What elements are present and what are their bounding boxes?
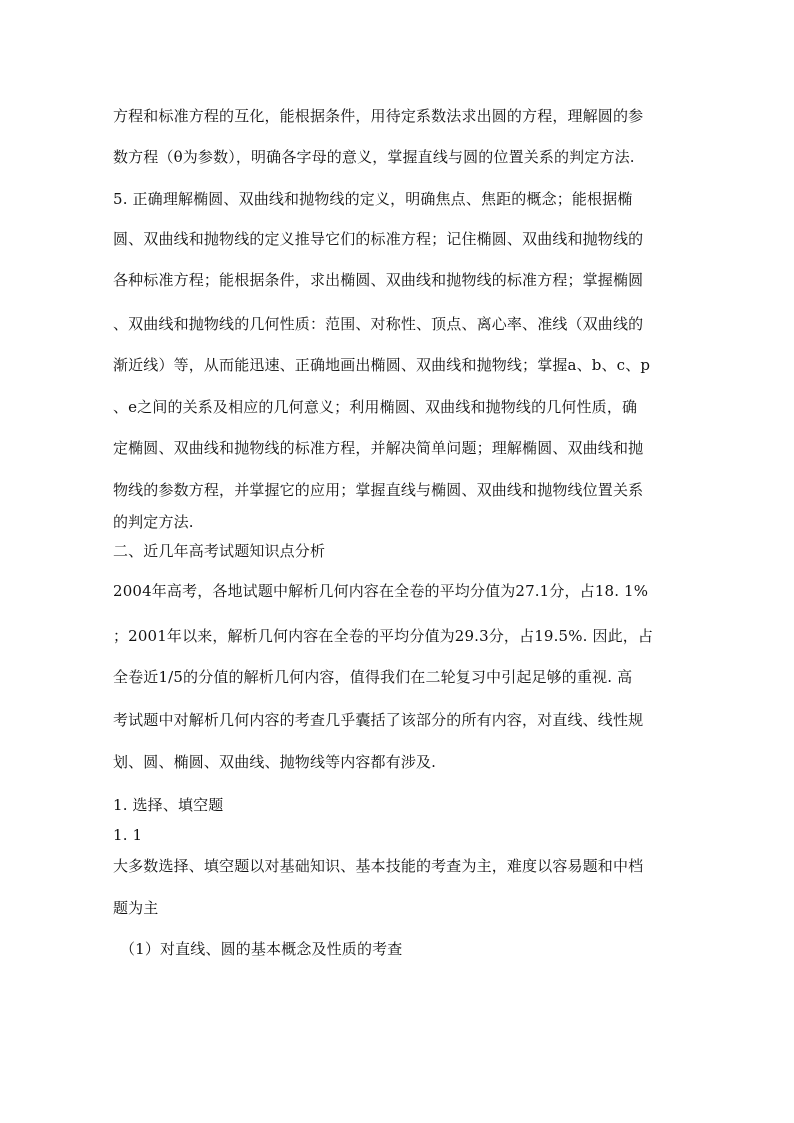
list-item-heading: （1）对直线、圆的基本概念及性质的考查 <box>120 940 403 958</box>
text-line: 的判定方法. <box>113 513 194 531</box>
text-line: 、双曲线和抛物线的几何性质：范围、对称性、顶点、离心率、准线（双曲线的 <box>113 315 644 333</box>
text-line: 划、圆、椭圆、双曲线、抛物线等内容都有涉及. <box>113 753 437 771</box>
text-line: 渐近线）等，从而能迅速、正确地画出椭圆、双曲线和抛物线；掌握a、b、c、p <box>113 356 651 374</box>
text-line: 圆、双曲线和抛物线的定义推导它们的标准方程；记住椭圆、双曲线和抛物线的 <box>113 230 644 248</box>
text-line: 定椭圆、双曲线和抛物线的标准方程，并解决简单问题；理解椭圆、双曲线和抛 <box>113 439 644 457</box>
text-line: 全卷近1/5的分值的解析几何内容，值得我们在二轮复习中引起足够的重视. 高 <box>113 668 633 686</box>
text-line: 题为主 <box>113 899 159 917</box>
subsection-heading: 1. 选择、填空题 <box>113 796 224 814</box>
text-line: ；2001年以来，解析几何内容在全卷的平均分值为29.3分，占19.5%. 因此，占 <box>113 627 654 645</box>
text-line: 、e之间的关系及相应的几何意义；利用椭圆、双曲线和抛物线的几何性质，确 <box>113 398 638 416</box>
section-heading: 二、近几年高考试题知识点分析 <box>113 542 326 560</box>
text-line: 5. 正确理解椭圆、双曲线和抛物线的定义，明确焦点、焦距的概念；能根据椭 <box>113 190 633 208</box>
text-line: 方程和标准方程的互化，能根据条件，用待定系数法求出圆的方程，理解圆的参 <box>113 107 644 125</box>
text-line: 考试题中对解析几何内容的考查几乎囊括了该部分的所有内容，对直线、线性规 <box>113 711 644 729</box>
subsection-number: 1. 1 <box>113 826 143 844</box>
text-line: 数方程（θ为参数），明确各字母的意义，掌握直线与圆的位置关系的判定方法. <box>113 148 635 166</box>
text-line: 各种标准方程；能根据条件，求出椭圆、双曲线和抛物线的标准方程；掌握椭圆 <box>113 271 644 289</box>
text-line: 大多数选择、填空题以对基础知识、基本技能的考查为主，难度以容易题和中档 <box>113 857 644 875</box>
text-line: 2004年高考，各地试题中解析几何内容在全卷的平均分值为27.1分，占18. 1% <box>113 582 649 600</box>
text-line: 物线的参数方程，并掌握它的应用；掌握直线与椭圆、双曲线和抛物线位置关系 <box>113 481 644 499</box>
